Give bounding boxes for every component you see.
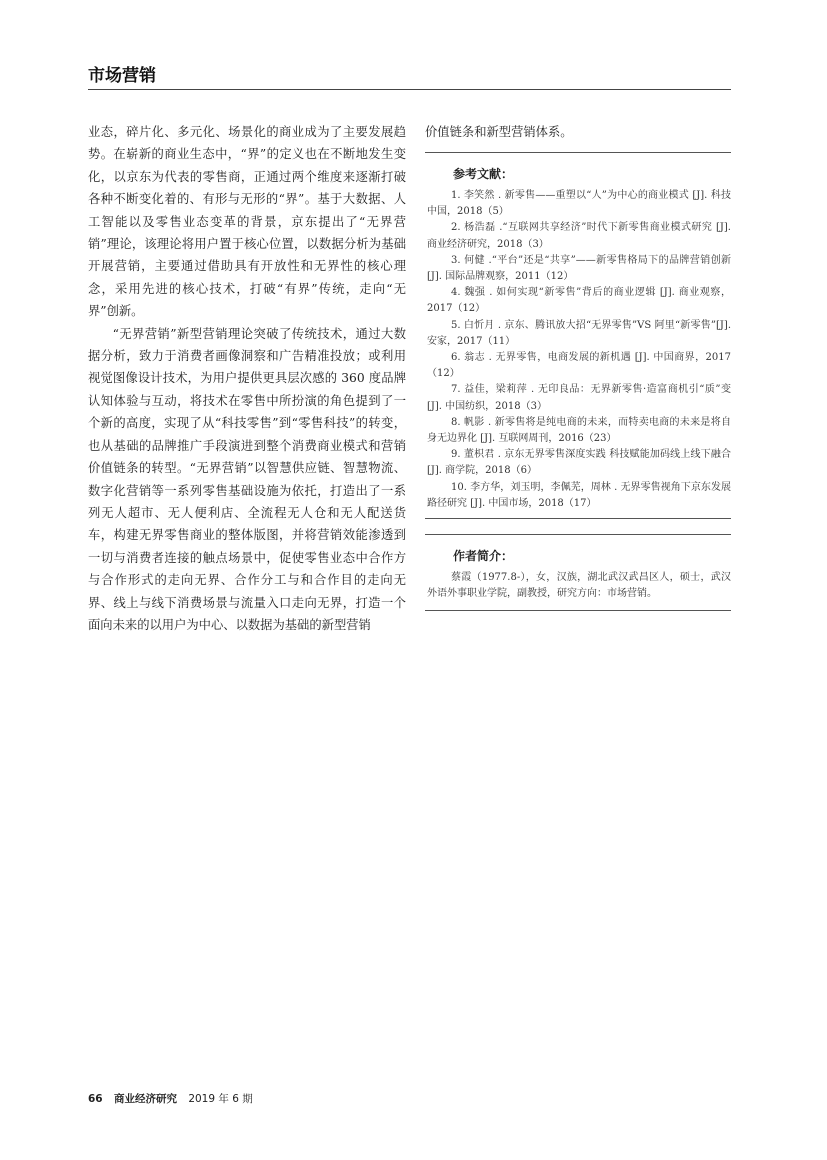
- author-bottom-rule: [425, 610, 731, 611]
- reference-item: 5. 白忻月 . 京东、腾讯放大招“无界零售”VS 阿里“新零售”[J]. 安家，2017（11）: [427, 319, 731, 347]
- reference-item: 4. 魏强 . 如何实现“新零售”背后的商业逻辑 [J]. 商业观察，2017（12）: [427, 287, 731, 315]
- references-top-rule: [425, 152, 731, 153]
- reference-item: 9. 董枳君 . 京东无界零售深度实践 科技赋能加码线上线下融合 [J]. 商学院，2018（6）: [427, 449, 731, 477]
- body-paragraph-1: 业态，碎片化、多元化、场景化的商业成为了主要发展趋势。在崭新的商业生态中，“界”的定义也在不断地发生变化，以京东为代表的零售商，正通过两个维度来逐渐打破各种不断变化着的、有形与无形的“界”。基于大数据、人工智能以及零售业态变革的背景，京东提出了“无界营销”理论，该理论将用户置于核心位置，以数据分析为基础开展营销，主要通过借助具有开放性和无界性的核心理念，采用先进的核心技术，打破“有界”传统，走向“无界”创新。: [88, 125, 406, 319]
- section-title: 市场营销: [88, 66, 156, 86]
- reference-item: 1. 李笑然 . 新零售——重塑以“人”为中心的商业模式 [J]. 科技中国，2018（5）: [427, 190, 731, 218]
- reference-item: 6. 翁志 . 无界零售，电商发展的新机遇 [J]. 中国商界，2017（12）: [427, 352, 731, 380]
- references-box: [425, 152, 731, 519]
- header-rule: [88, 89, 731, 90]
- author-box: [425, 534, 731, 611]
- issue-label: 2019 年 6 期: [188, 1093, 253, 1105]
- running-header: [88, 66, 731, 86]
- page-footer: [88, 1091, 253, 1106]
- right-column: [425, 121, 731, 143]
- reference-list: [425, 188, 731, 512]
- reference-item: 8. 帆影 . 新零售将是纯电商的未来，而特卖电商的未来是将自身无边界化 [J]. 互联网周刊，2016（23）: [427, 416, 731, 445]
- references-bottom-rule: [425, 518, 731, 519]
- reference-item: 3. 何健 .“平台”还是“共享”——新零售格局下的品牌营销创新 [J]. 国际品牌观察，2011（12）: [427, 254, 731, 283]
- left-column: [88, 121, 406, 636]
- reference-item: 2. 杨浩磊 .“互联网共享经济”时代下新零售商业模式研究 [J]. 商业经济研究，2018（3）: [427, 222, 731, 250]
- author-title: 作者简介：: [453, 549, 514, 563]
- references-title: 参考文献：: [453, 167, 514, 181]
- journal-name: 商业经济研究: [113, 1093, 177, 1105]
- body-paragraph-2: “无界营销”新型营销理论突破了传统技术，通过大数据分析，致力于消费者画像洞察和广告精准投放；或利用视觉图像设计技术，为用户提供更具层次感的 360 度品牌认知体验与互动，将技术在零售中所扮演的角色提到了一个新的高度，实现了从“科技零售”到“零售科技”的转变，也从基础的品牌推广手段演进到整个消费商业模式和营销价值链条的转型。“无界营销”以智慧供应链、智慧物流、数字化营销等一系列零售基础设施为依托，打造出了一系列无人超市、无人便利店、全流程无人仓和无人配送货车，构建无界零售商业的整体版图，并将营销效能渗透到一切与消费者连接的触点场景中，促使零售业态中合作方与合作形式的走向无界、合作分工与和合作目的走向无界、线上与线下消费场景与流量入口走向无界，打造一个面向未来的以用户为中心、以数据为基础的新型营销: [88, 326, 406, 632]
- author-top-rule: [425, 534, 731, 535]
- reference-item: 10. 李方华，刘玉明，李佩芜，周林 . 无界零售视角下京东发展路径研究 [J]. 中国市场，2018（17）: [427, 481, 731, 509]
- author-bio: 蔡霞（1977.8-），女，汉族，湖北武汉武昌区人，硕士，武汉外语外事职业学院，副教授，研究方向：市场营销。: [427, 572, 731, 599]
- continuation-text: 价值链条和新型营销体系。: [425, 125, 573, 139]
- reference-item: 7. 益佳，梁莉萍 . 无印良品：无界新零售·造富商机引“质”变 [J]. 中国纺织，2018（3）: [427, 384, 731, 412]
- page-number: 66: [88, 1093, 103, 1105]
